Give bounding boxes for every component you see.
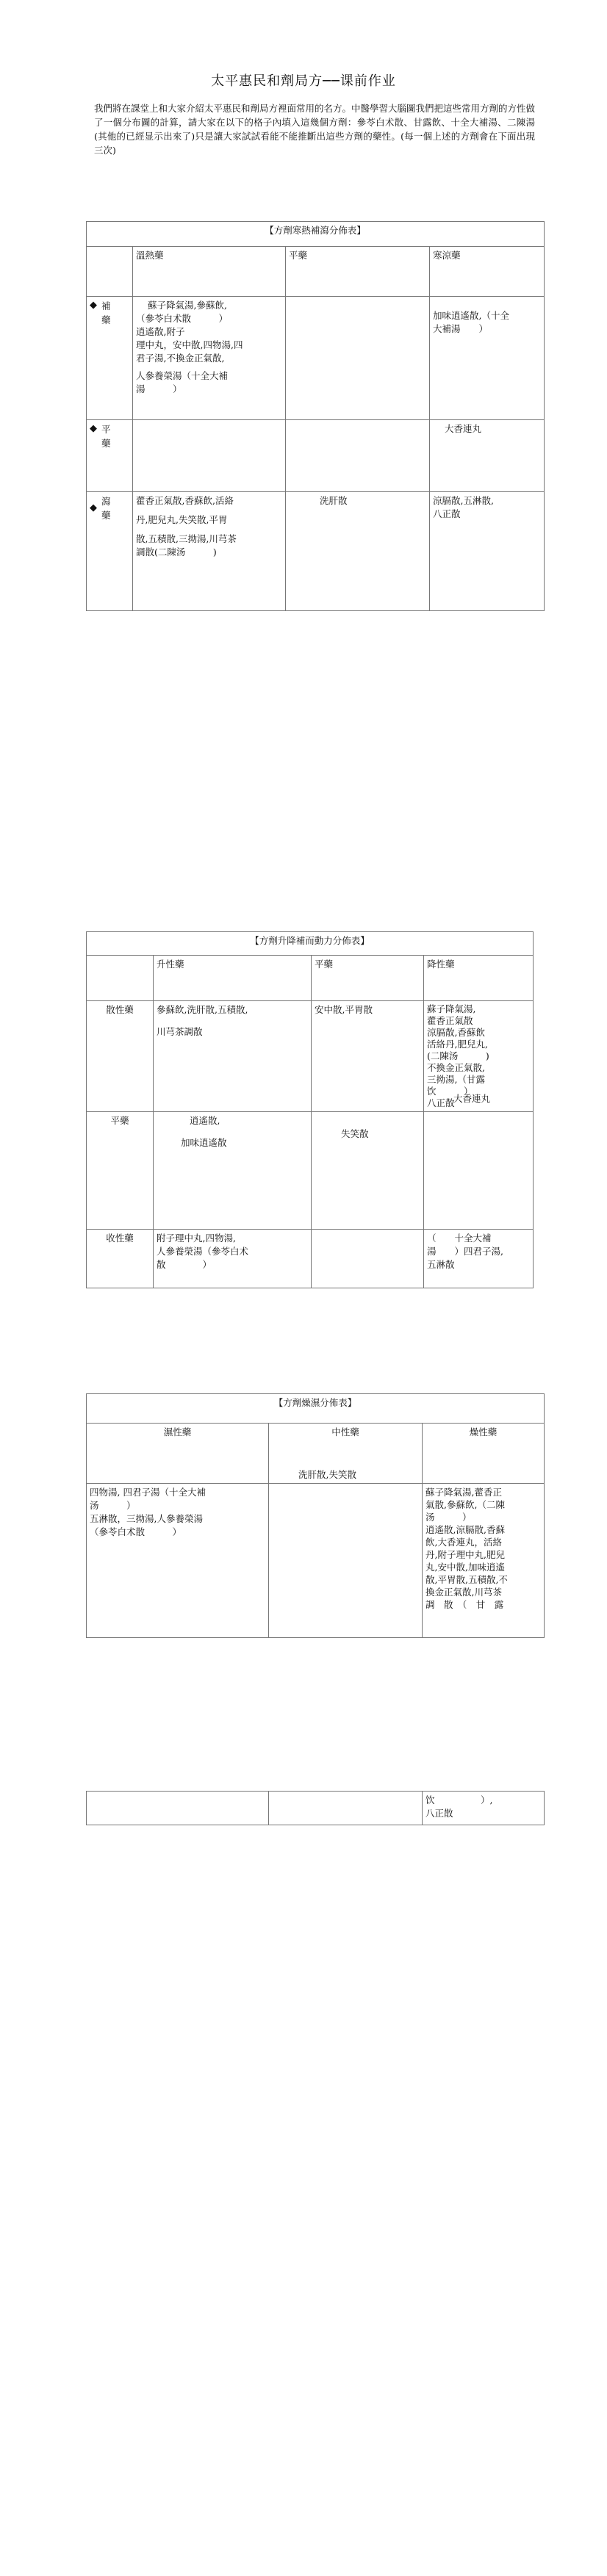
row-label: ◆ 瀉藥 bbox=[87, 492, 133, 611]
table-cell: 蘇子降氣湯,藿香正 氣散,參蘇飲,（二陳 汤 ） 逍遙散,涼膈散,香蘇 飲,大香連丸，活絡 丹,附子理中丸,肥兒 丸,安中散,加味逍遙 散,平胃散,五積散,不 換金正氣散,川芎茶 調 散 （ 甘 露 bbox=[423, 1484, 545, 1638]
column-header: 中性藥 bbox=[269, 1424, 423, 1484]
column-header: 升性藥 bbox=[154, 956, 312, 1001]
table-caption: 【方劑升降補而動力分佈表】 bbox=[87, 932, 534, 956]
corner-cell bbox=[87, 247, 133, 297]
table-cell bbox=[269, 1792, 423, 1825]
table-cell: 洗肝散,失笑散 bbox=[269, 1484, 423, 1638]
table-cell: 饮 ）, 八正散 bbox=[423, 1792, 545, 1825]
row-label: 散性藥 bbox=[87, 1001, 154, 1112]
table-cell bbox=[87, 1792, 269, 1825]
intro-paragraph: 我們將在課堂上和大家介紹太平惠民和劑局方裡面常用的名方。中醫學習大腦圖我們把這些常用方劑的方性做了一個分布圖的計算，請大家在以下的格子內填入這幾個方劑：參苓白术散、甘露飲、十全大補湯、二陳湯(其他的已經显示出來了)只是讓大家試試看能不能推斷出這些方劑的藥性。(每一個上述的方劑會在下面出現三次) bbox=[94, 103, 536, 156]
table-cell: 安中散,平胃散 bbox=[312, 1001, 424, 1112]
row-label: 收性藥 bbox=[87, 1230, 154, 1288]
column-header: 寒涼藥 bbox=[430, 247, 545, 297]
table-cell: 加味逍遙散,（十全 大補湯 ） bbox=[430, 297, 545, 420]
table-caption: 【方劑寒熱補瀉分佈表】 bbox=[87, 222, 545, 247]
corner-cell bbox=[87, 956, 154, 1001]
table-cell: （ 十全大補 湯 ）四君子湯, 五淋散 bbox=[424, 1230, 534, 1288]
table-cell: 涼膈散,五淋散, 八正散 bbox=[430, 492, 545, 611]
table-cell bbox=[286, 297, 430, 420]
table-cell: 失笑散 bbox=[312, 1112, 424, 1230]
column-header: 降性藥 bbox=[424, 956, 534, 1001]
cold-heat-table bbox=[86, 221, 545, 611]
table-cell: 洗肝散 bbox=[286, 492, 430, 611]
table-cell: 藿香正氣散,香蘇飲,活絡 丹,肥兒丸,失笑散,平胃 散,五積散,三拗湯,川芎茶 調散(二陳汤 ) bbox=[133, 492, 286, 611]
dry-wet-table-continuation bbox=[86, 1791, 545, 1825]
table-cell bbox=[133, 420, 286, 492]
row-label: ◆ 補藥 bbox=[87, 297, 133, 420]
diamond-bullet-icon: ◆ bbox=[90, 300, 97, 311]
table-cell: 參蘇飲,洗肝散,五積散, 川芎茶調散 bbox=[154, 1001, 312, 1112]
ascend-descend-table bbox=[86, 931, 534, 1288]
table-caption: 【方劑燥濕分佈表】 bbox=[87, 1394, 545, 1424]
table-cell bbox=[286, 420, 430, 492]
column-header: 燥性藥 bbox=[423, 1424, 545, 1484]
column-header: 濕性藥 bbox=[87, 1424, 269, 1484]
table-cell: 逍遙散, 加味逍遙散 bbox=[154, 1112, 312, 1230]
page-title: 太平惠民和劑局方──课前作业 bbox=[211, 73, 396, 89]
column-header: 平藥 bbox=[312, 956, 424, 1001]
table-cell: 附子理中丸,四物湯, 人參養榮湯（參苓白术 散 ） bbox=[154, 1230, 312, 1288]
table-cell: 四物湯, 四君子湯（十全大補 汤 ） 五淋散，三拗湯,人參養榮湯 （參苓白术散 ） bbox=[87, 1484, 269, 1638]
table-cell: 蘇子降氣湯,參蘇飲, （參苓白术散 ） 逍遙散,附子 理中丸，安中散,四物湯,四 君子湯,不換金正氣散, 人參養榮湯（十全大補 湯 ） bbox=[133, 297, 286, 420]
table-cell bbox=[312, 1230, 424, 1288]
diamond-bullet-icon: ◆ bbox=[90, 502, 97, 513]
diamond-bullet-icon: ◆ bbox=[90, 423, 97, 434]
dry-wet-table bbox=[86, 1393, 545, 1638]
table-cell: 蘇子降氣湯, 藿香正氣散 涼膈散,香蘇飲 活絡丹,肥兒丸, (二陳汤 ) 不換金正氣散, 三拗湯,（甘露 饮 ） 八正散 bbox=[424, 1001, 534, 1112]
column-header: 平藥 bbox=[286, 247, 430, 297]
table-cell: 大香連丸 bbox=[424, 1112, 534, 1230]
row-label: 平藥 bbox=[87, 1112, 154, 1230]
row-label: ◆ 平藥 bbox=[87, 420, 133, 492]
column-header: 溫熱藥 bbox=[133, 247, 286, 297]
table-cell: 大香連丸 bbox=[430, 420, 545, 492]
